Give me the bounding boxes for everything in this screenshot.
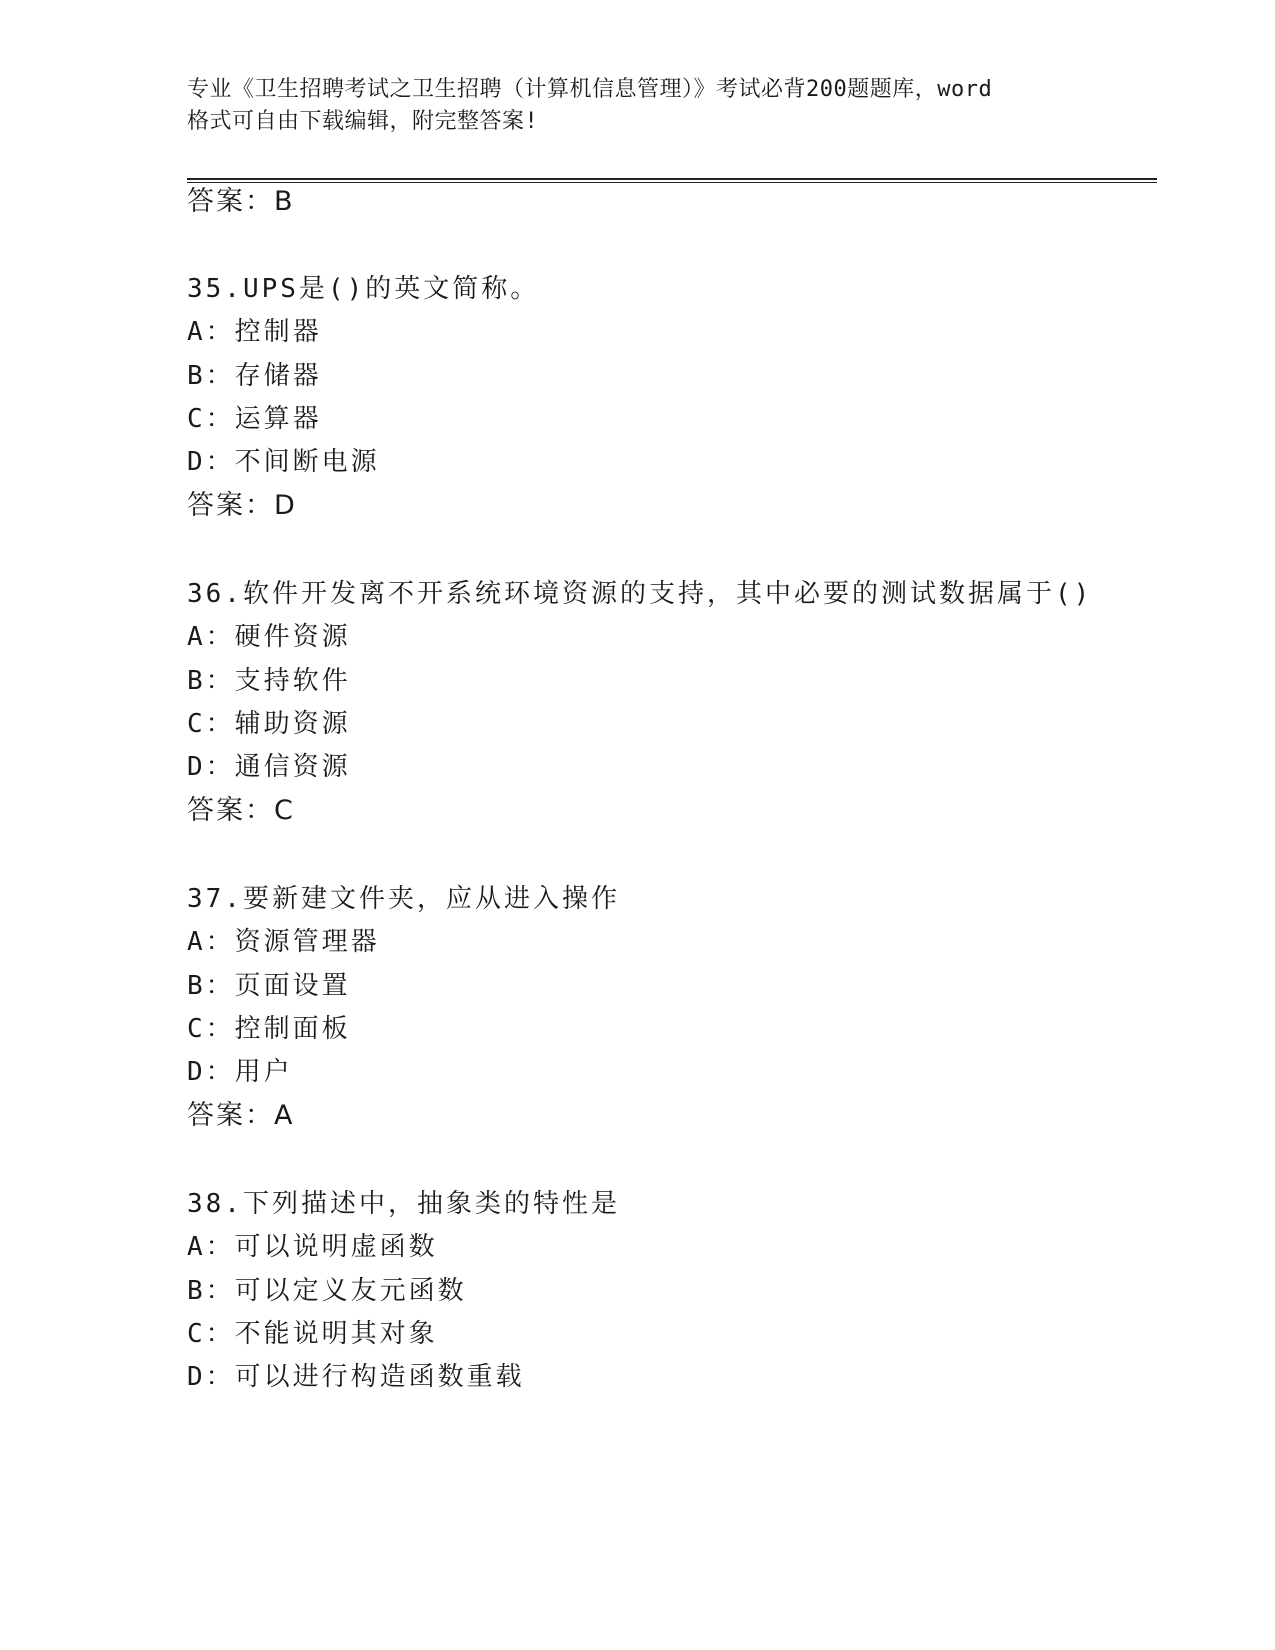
question-option: B：存储器 xyxy=(187,361,322,391)
header-divider xyxy=(187,178,1157,183)
question-option: A：可以说明虚函数 xyxy=(187,1232,438,1262)
answer-line: 答案：D xyxy=(187,490,297,521)
question-option: D：不间断电源 xyxy=(187,447,380,477)
question-option: A：控制器 xyxy=(187,317,322,347)
answer-line: 答案：B xyxy=(187,186,295,217)
question-option: C：控制面板 xyxy=(187,1014,351,1044)
question-option: D：可以进行构造函数重载 xyxy=(187,1362,525,1392)
question-stem: 35.UPS是()的英文简称。 xyxy=(187,274,540,304)
question-option: D：通信资源 xyxy=(187,752,351,782)
question-option: B：页面设置 xyxy=(187,971,351,1001)
answer-line: 答案：C xyxy=(187,795,295,826)
document-header xyxy=(187,74,1087,138)
header-line-1: 专业《卫生招聘考试之卫生招聘（计算机信息管理）》考试必背200题题库，word xyxy=(187,77,993,102)
answer-line: 答案：A xyxy=(187,1100,295,1131)
question-stem: 36.软件开发离不开系统环境资源的支持，其中必要的测试数据属于() xyxy=(187,579,1093,609)
question-option: C：辅助资源 xyxy=(187,709,351,739)
question-stem: 38.下列描述中，抽象类的特性是 xyxy=(187,1189,620,1219)
question-option: A：资源管理器 xyxy=(187,927,380,957)
question-stem: 37.要新建文件夹，应从进入操作 xyxy=(187,884,620,914)
header-line-2: 格式可自由下载编辑，附完整答案! xyxy=(187,109,539,134)
question-option: B：支持软件 xyxy=(187,666,351,696)
question-option: C：运算器 xyxy=(187,404,322,434)
question-option: C：不能说明其对象 xyxy=(187,1319,438,1349)
question-option: B：可以定义友元函数 xyxy=(187,1276,467,1306)
question-option: D：用户 xyxy=(187,1057,293,1087)
question-option: A：硬件资源 xyxy=(187,622,351,652)
